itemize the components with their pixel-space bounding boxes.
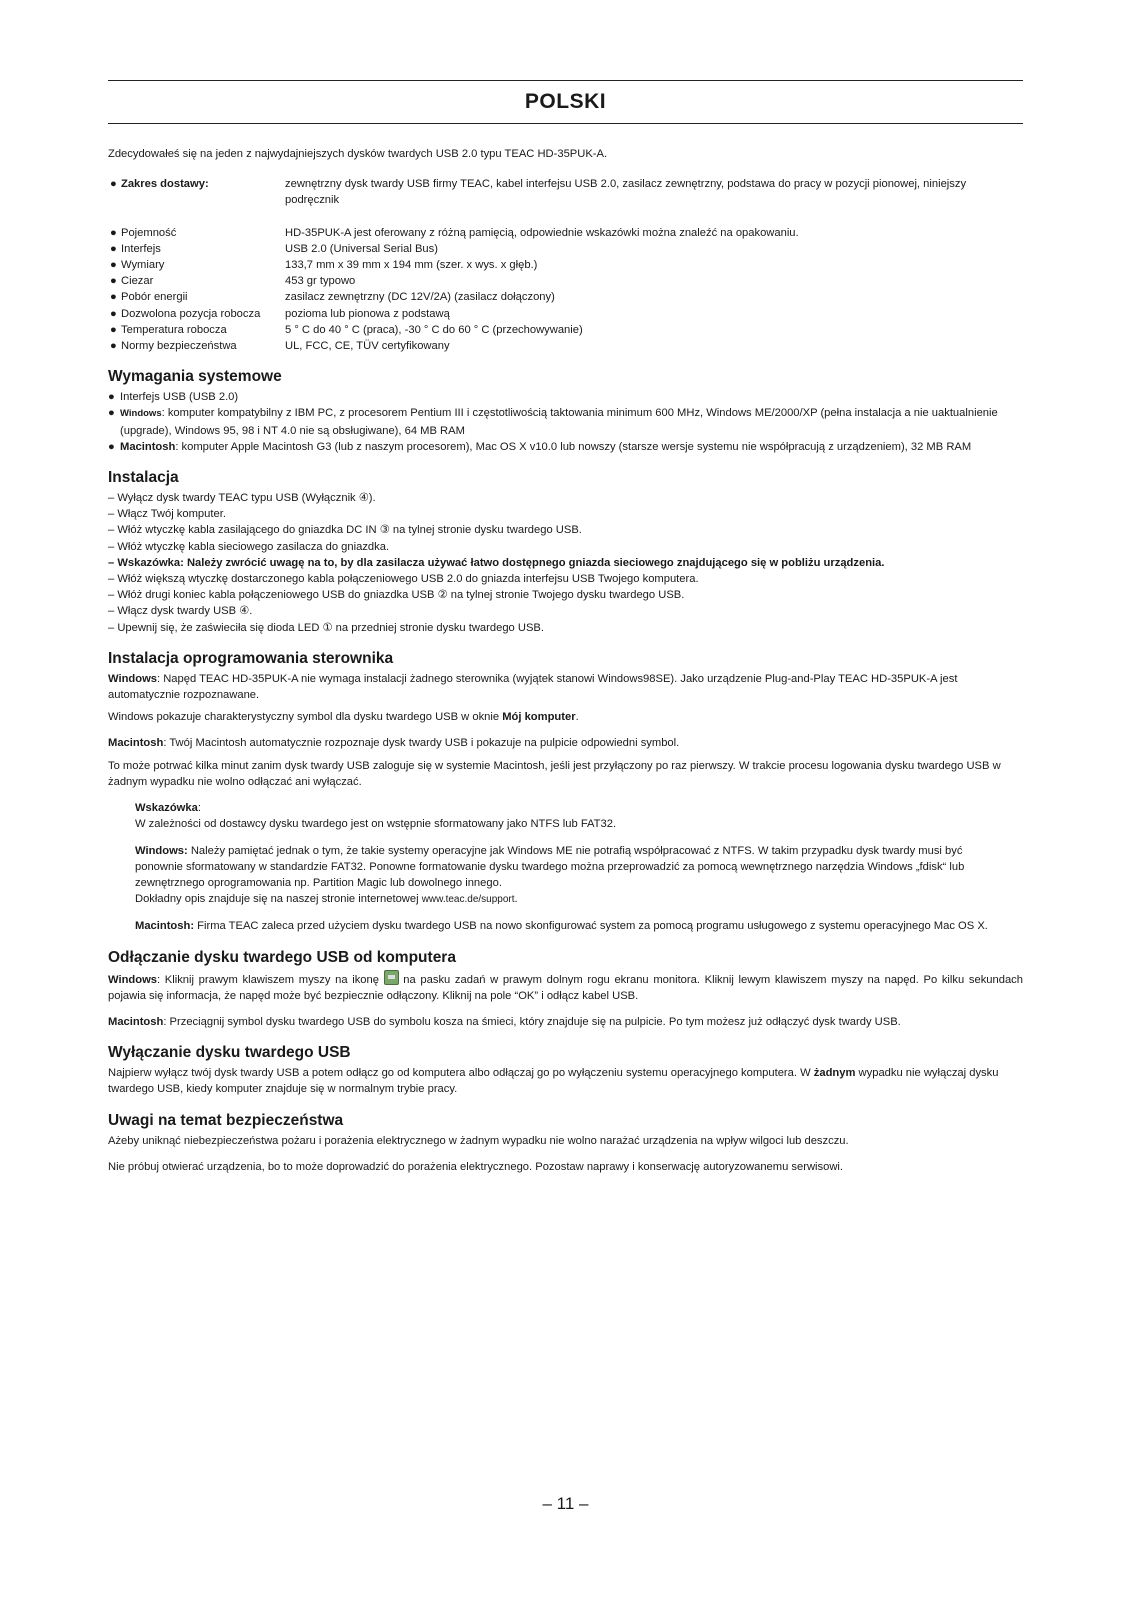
- bullet-icon: ●: [108, 440, 115, 453]
- spec-value: 453 gr typowo: [285, 275, 356, 288]
- disconnect-mac-text: Macintosh: Przeciągnij symbol dysku twardego USB do symbolu kosza na śmieci, który znajduje się na pulpicie. Po tym możesz już odłączyć dysk twardy USB.: [108, 1015, 901, 1028]
- install-step: – Włóż drugi koniec kabla połączeniowego USB do gniazdka USB ② na tylnej stronie Twojego dysku twardego USB.: [108, 589, 685, 602]
- spec-value: HD-35PUK-A jest oferowany z różną pamięcią, odpowiednie wskazówki można znaleźć na opakowaniu.: [285, 226, 799, 239]
- spec-label: Interfejs: [121, 242, 161, 255]
- safely-remove-hardware-icon: [384, 970, 399, 985]
- install-step: – Włóż wtyczkę kabla sieciowego zasilacza do gniazdka.: [108, 540, 390, 553]
- spec-value: UL, FCC, CE, TÜV certyfikowany: [285, 340, 450, 353]
- bullet-icon: ●: [110, 242, 117, 255]
- bullet-icon: ●: [110, 307, 117, 320]
- shutdown-text: Najpierw wyłącz twój dysk twardy USB a potem odłącz go od komputera albo odłączaj go po wyłączeniu systemu operacyjnego komputera. W żadnym wypadku nie wyłączaj dysku twardego USB, kiedy komputer znajduje się w normalnym trybie pracy.: [108, 1067, 999, 1096]
- bullet-icon: ●: [110, 178, 117, 191]
- install-step: – Włóż wtyczkę kabla zasilającego do gniazdka DC IN ③ na tylnej stronie dysku twardego USB.: [108, 524, 582, 537]
- section-heading-install: Instalacja: [108, 469, 179, 487]
- section-heading-disconnect: Odłączanie dysku twardego USB od komputera: [108, 948, 456, 966]
- spec-value: 133,7 mm x 39 mm x 194 mm (szer. x wys. x głęb.): [285, 259, 538, 272]
- spec-label: Ciezar: [121, 275, 154, 288]
- spec-label: Zakres dostawy:: [121, 178, 209, 191]
- bullet-icon: ●: [110, 226, 117, 239]
- spec-row: [110, 225, 1023, 241]
- driver-windows-symbol: Windows pokazuje charakterystyczny symbol dla dysku twardego USB w oknie Mój komputer.: [108, 711, 579, 724]
- spec-label: Temperatura robocza: [121, 323, 227, 336]
- note-mac: Macintosh: Firma TEAC zaleca przed użyciem dysku twardego USB na nowo skonfigurować system za pomocą programu usługowego z systemu operacyjnego Mac OS X.: [135, 920, 988, 933]
- spec-row: [110, 338, 1023, 354]
- spec-row-scope: [110, 176, 1023, 208]
- spec-value: zewnętrzny dysk twardy USB firmy TEAC, kabel interfejsu USB 2.0, zasilacz zewnętrzny, podstawa do pracy w pozycji pionowej, niniejszy podręcznik: [285, 178, 967, 207]
- spec-row: [110, 257, 1023, 273]
- safety-text-1: Ażeby uniknąć niebezpieczeństwa pożaru i porażenia elektrycznego w żadnym wypadku nie wolno narażać urządzenia na wpływ wilgoci lub deszczu.: [108, 1134, 849, 1147]
- spec-value: zasilacz zewnętrzny (DC 12V/2A) (zasilacz dołączony): [285, 291, 555, 304]
- spec-label: Wymiary: [121, 259, 165, 272]
- system-item-mac: ● Macintosh: komputer Apple Macintosh G3 (lub z naszym procesorem), Mac OS X v10.0 lub nowszy (starsze wersje systemu nie współpracują z urządzeniem), 32 MB RAM: [108, 439, 1023, 455]
- spec-label: Normy bezpieczeństwa: [121, 340, 237, 353]
- driver-windows-text: Windows: Napęd TEAC HD-35PUK-A nie wymaga instalacji żadnego sterownika (wyjątek stanowi Windows98SE). Jako urządzenie Plug-and-Play TEAC HD-35PUK-A jest automatycznie rozpoznawane.: [108, 672, 958, 702]
- spec-value: 5 ° C do 40 ° C (praca), -30 ° C do 60 ° C (przechowywanie): [285, 323, 583, 336]
- spec-row: [110, 322, 1023, 338]
- driver-mac-text: Macintosh: Twój Macintosh automatycznie rozpoznaje dysk twardy USB i pokazuje na pulpicie odpowiedni symbol.: [108, 737, 680, 750]
- note-text: W zależności od dostawcy dysku twardego jest on wstępnie sformatowany jako NTFS lub FAT32.: [135, 818, 617, 831]
- content: [108, 146, 1023, 1175]
- bullet-icon: ●: [110, 323, 117, 336]
- system-item-windows: ● Windows: komputer kompatybilny z IBM PC, z procesorem Pentium III i częstotliwością taktowania minimum 600 MHz, Windows ME/2000/XP (pełna instalacja a nie uaktualnienie (upgrade), Windows 95, 98 i NT 4.0 nie są obsługiwane), 64 MB RAM: [108, 405, 1023, 438]
- install-warning: – Wskazówka: Należy zwrócić uwagę na to, by dla zasilacza używać łatwo dostępnego gniazda sieciowego znajdującego się w pobliżu urządzenia.: [108, 556, 885, 569]
- spec-row: [110, 241, 1023, 257]
- spec-row: [110, 273, 1023, 289]
- safety-text-2: Nie próbuj otwierać urządzenia, bo to może doprowadzić do porażenia elektrycznego. Pozostaw naprawy i konserwację autoryzowanemu serwisowi.: [108, 1160, 844, 1173]
- bullet-icon: ●: [110, 340, 117, 353]
- bullet-icon: ●: [110, 291, 117, 304]
- system-item-interface: ● Interfejs USB (USB 2.0): [108, 389, 1023, 405]
- bullet-icon: ●: [110, 275, 117, 288]
- section-heading-safety: Uwagi na temat bezpieczeństwa: [108, 1111, 344, 1129]
- spec-value: USB 2.0 (Universal Serial Bus): [285, 242, 438, 255]
- bullet-icon: ●: [110, 259, 117, 272]
- install-step: – Włącz dysk twardy USB ④.: [108, 605, 253, 618]
- install-step: – Włóż większą wtyczkę dostarczonego kabla połączeniowego USB 2.0 do gniazda interfejsu USB Twojego komputera.: [108, 573, 699, 586]
- note-label: Wskazówka:: [135, 802, 201, 815]
- page-title: POLSKI: [524, 90, 607, 113]
- install-step: – Włącz Twój komputer.: [108, 508, 226, 521]
- support-link[interactable]: www.teac.de/support: [421, 894, 515, 906]
- page-number: – 11 –: [542, 1494, 589, 1513]
- disconnect-windows-text: Windows: Kliknij prawym klawiszem myszy na ikonę na pasku zadań w prawym dolnym rogu ekranu monitora. Kliknij lewym klawiszem myszy na napęd. Po kilku sekundach pojawia się informacja, że napęd może być bezpiecznie odłączony. Kliknij na pole “OK” i odłącz kabel USB.: [108, 970, 1023, 1004]
- spec-label: Dozwolona pozycja robocza: [121, 307, 261, 320]
- note-box: [135, 800, 1007, 934]
- top-rule: [108, 80, 1023, 81]
- spec-row: [110, 306, 1023, 322]
- note-website: Dokładny opis znajduje się na naszej stronie internetowej www.teac.de/support.: [135, 893, 518, 906]
- spec-label: Pobór energii: [121, 291, 188, 304]
- spec-label: Pojemność: [121, 226, 177, 239]
- spec-row: [110, 289, 1023, 305]
- driver-login-text: To może potrwać kilka minut zanim dysk twardy USB zaloguje się w systemie Macintosh, jeśli jest przyłączony po raz pierwszy. W trakcie procesu logowania dysku twardego USB w żadnym wypadku nie wolno odłączać ani wyłączać.: [108, 759, 1001, 788]
- title-rule: [108, 123, 1023, 124]
- note-windows: Windows: Należy pamiętać jednak o tym, że takie systemy operacyjne jak Windows ME nie potrafią współpracować z NTFS. W takim przypadku dysk twardy musi być ponownie sformatowany w standardzie FAT32. Ponowne formatowanie dysku twardego można przeprowadzić za pomocą wewnętrznego narzędzia Windows „fdisk“ lub zewnętrznego oprogramowania np. Partition Magic lub dowolnego innego.: [135, 844, 965, 889]
- section-heading-shutdown: Wyłączanie dysku twardego USB: [108, 1044, 351, 1062]
- install-step: – Wyłącz dysk twardy TEAC typu USB (Wyłącznik ④).: [108, 492, 376, 505]
- install-step: – Upewnij się, że zaświeciła się dioda LED ① na przedniej stronie dysku twardego USB.: [108, 621, 544, 634]
- intro-text: Zdecydowałeś się na jeden z najwydajniejszych dysków twardych USB 2.0 typu TEAC HD-35PUK-A.: [108, 148, 608, 160]
- bullet-icon: ●: [108, 391, 115, 404]
- section-heading-system: Wymagania systemowe: [108, 368, 282, 386]
- bullet-icon: ●: [108, 407, 115, 420]
- spec-value: pozioma lub pionowa z podstawą: [285, 307, 450, 320]
- section-heading-driver: Instalacja oprogramowania sterownika: [108, 649, 394, 667]
